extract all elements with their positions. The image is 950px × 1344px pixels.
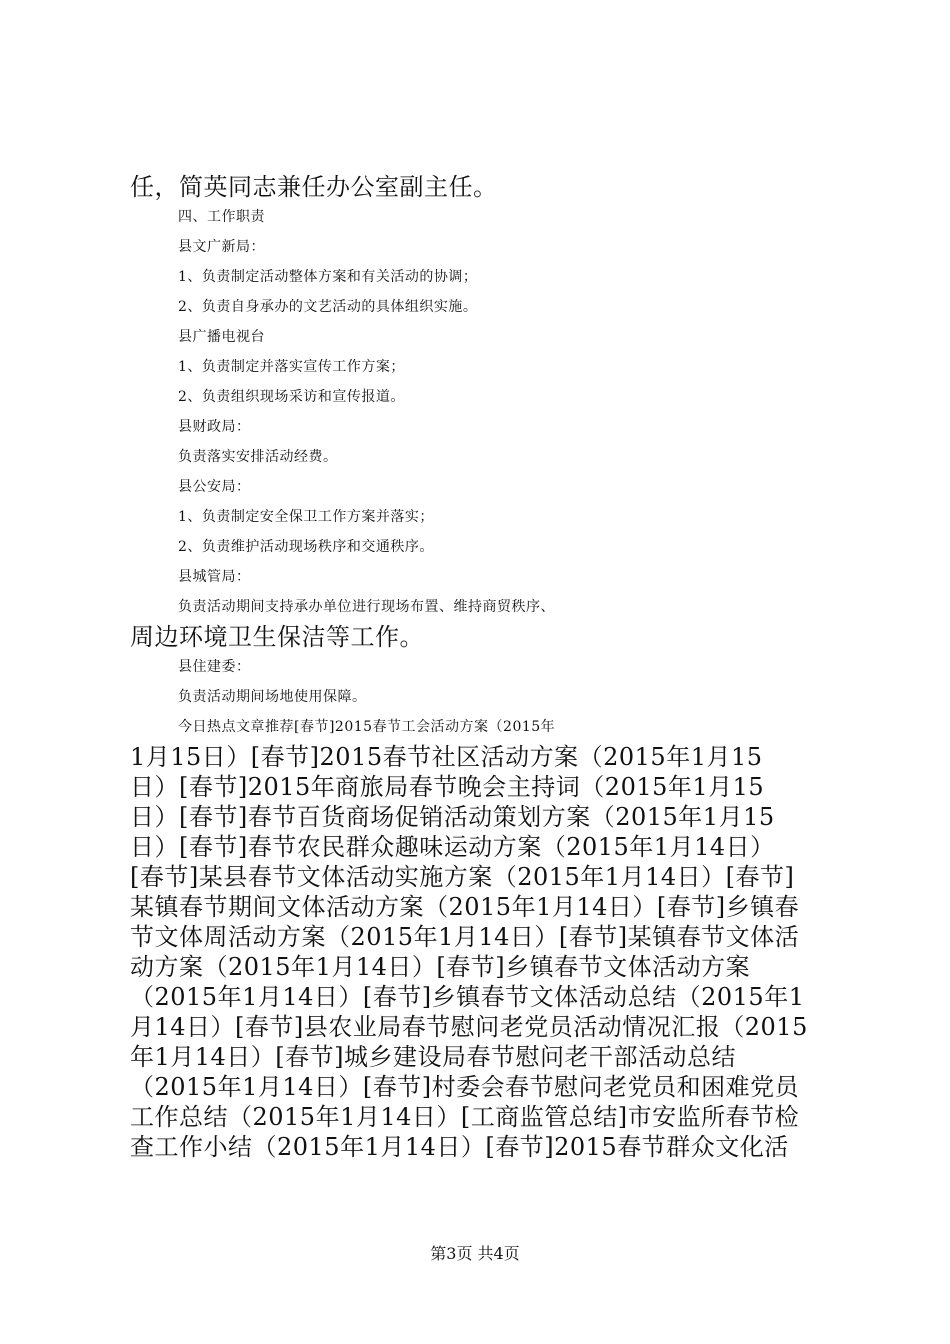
text-line: （2015年1月14日）[春节]乡镇春节文体活动总结（2015年1	[130, 983, 805, 1011]
page-footer: 第3页 共4页	[430, 1244, 520, 1263]
text-line: 负责活动期间场地使用保障。	[178, 689, 367, 705]
text-line: （2015年1月14日）[春节]村委会春节慰问老党员和困难党员	[130, 1073, 800, 1101]
text-line: 日）[春节]春节百货商场促销活动策划方案（2015年1月15	[130, 803, 775, 831]
text-line: 查工作小结（2015年1月14日）[春节]2015春节群众文化活	[130, 1133, 789, 1161]
text-line: 动方案（2015年1月14日）[春节]乡镇春节文体活动方案	[130, 953, 751, 981]
text-line: 任，简英同志兼任办公室副主任。	[130, 173, 498, 201]
text-line: 县公安局：	[178, 479, 251, 495]
text-line: 县财政局：	[178, 419, 251, 435]
text-line: 日）[春节]春节农民群众趣味运动方案（2015年1月14日）	[130, 833, 775, 861]
text-line: [春节]某县春节文体活动实施方案（2015年1月14日）[春节]	[130, 863, 795, 891]
text-line: 工作总结（2015年1月14日）[工商监管总结]市安监所春节检	[130, 1103, 800, 1131]
text-line: 县文广新局：	[178, 239, 265, 255]
text-line: 负责活动期间支持承办单位进行现场布置、维持商贸秩序、	[178, 599, 555, 615]
text-line: 某镇春节期间文体活动方案（2015年1月14日）[春节]乡镇春	[130, 893, 800, 921]
text-line: 县城管局：	[178, 569, 251, 585]
document-body	[130, 172, 830, 1162]
text-line: 年1月14日）[春节]城乡建设局春节慰问老干部活动总结	[130, 1043, 737, 1071]
text-line: 县住建委：	[178, 659, 251, 675]
text-line: 1、负责制定安全保卫工作方案并落实；	[178, 509, 434, 525]
text-line: 日）[春节]2015年商旅局春节晚会主持词（2015年1月15	[130, 773, 765, 801]
text-line: 1、负责制定并落实宣传工作方案；	[178, 359, 405, 375]
text-line: 县广播电视台	[178, 329, 265, 345]
text-line: 1、负责制定活动整体方案和有关活动的协调；	[178, 269, 478, 285]
text-line: 周边环境卫生保洁等工作。	[130, 623, 424, 651]
text-line: 2、负责维护活动现场秩序和交通秩序。	[178, 539, 434, 555]
text-line: 2、负责自身承办的文艺活动的具体组织实施。	[178, 299, 478, 315]
text-line: 2、负责组织现场采访和宣传报道。	[178, 389, 405, 405]
text-line: 今日热点文章推荐[春节]2015春节工会活动方案（2015年	[178, 719, 556, 735]
text-line: 负责落实安排活动经费。	[178, 449, 338, 465]
text-line: 四、工作职责	[178, 209, 265, 225]
text-line: 1月15日）[春节]2015春节社区活动方案（2015年1月15	[130, 743, 763, 771]
text-line: 月14日）[春节]县农业局春节慰问老党员活动情况汇报（2015	[130, 1013, 808, 1041]
text-line: 节文体周活动方案（2015年1月14日）[春节]某镇春节文体活	[130, 923, 800, 951]
